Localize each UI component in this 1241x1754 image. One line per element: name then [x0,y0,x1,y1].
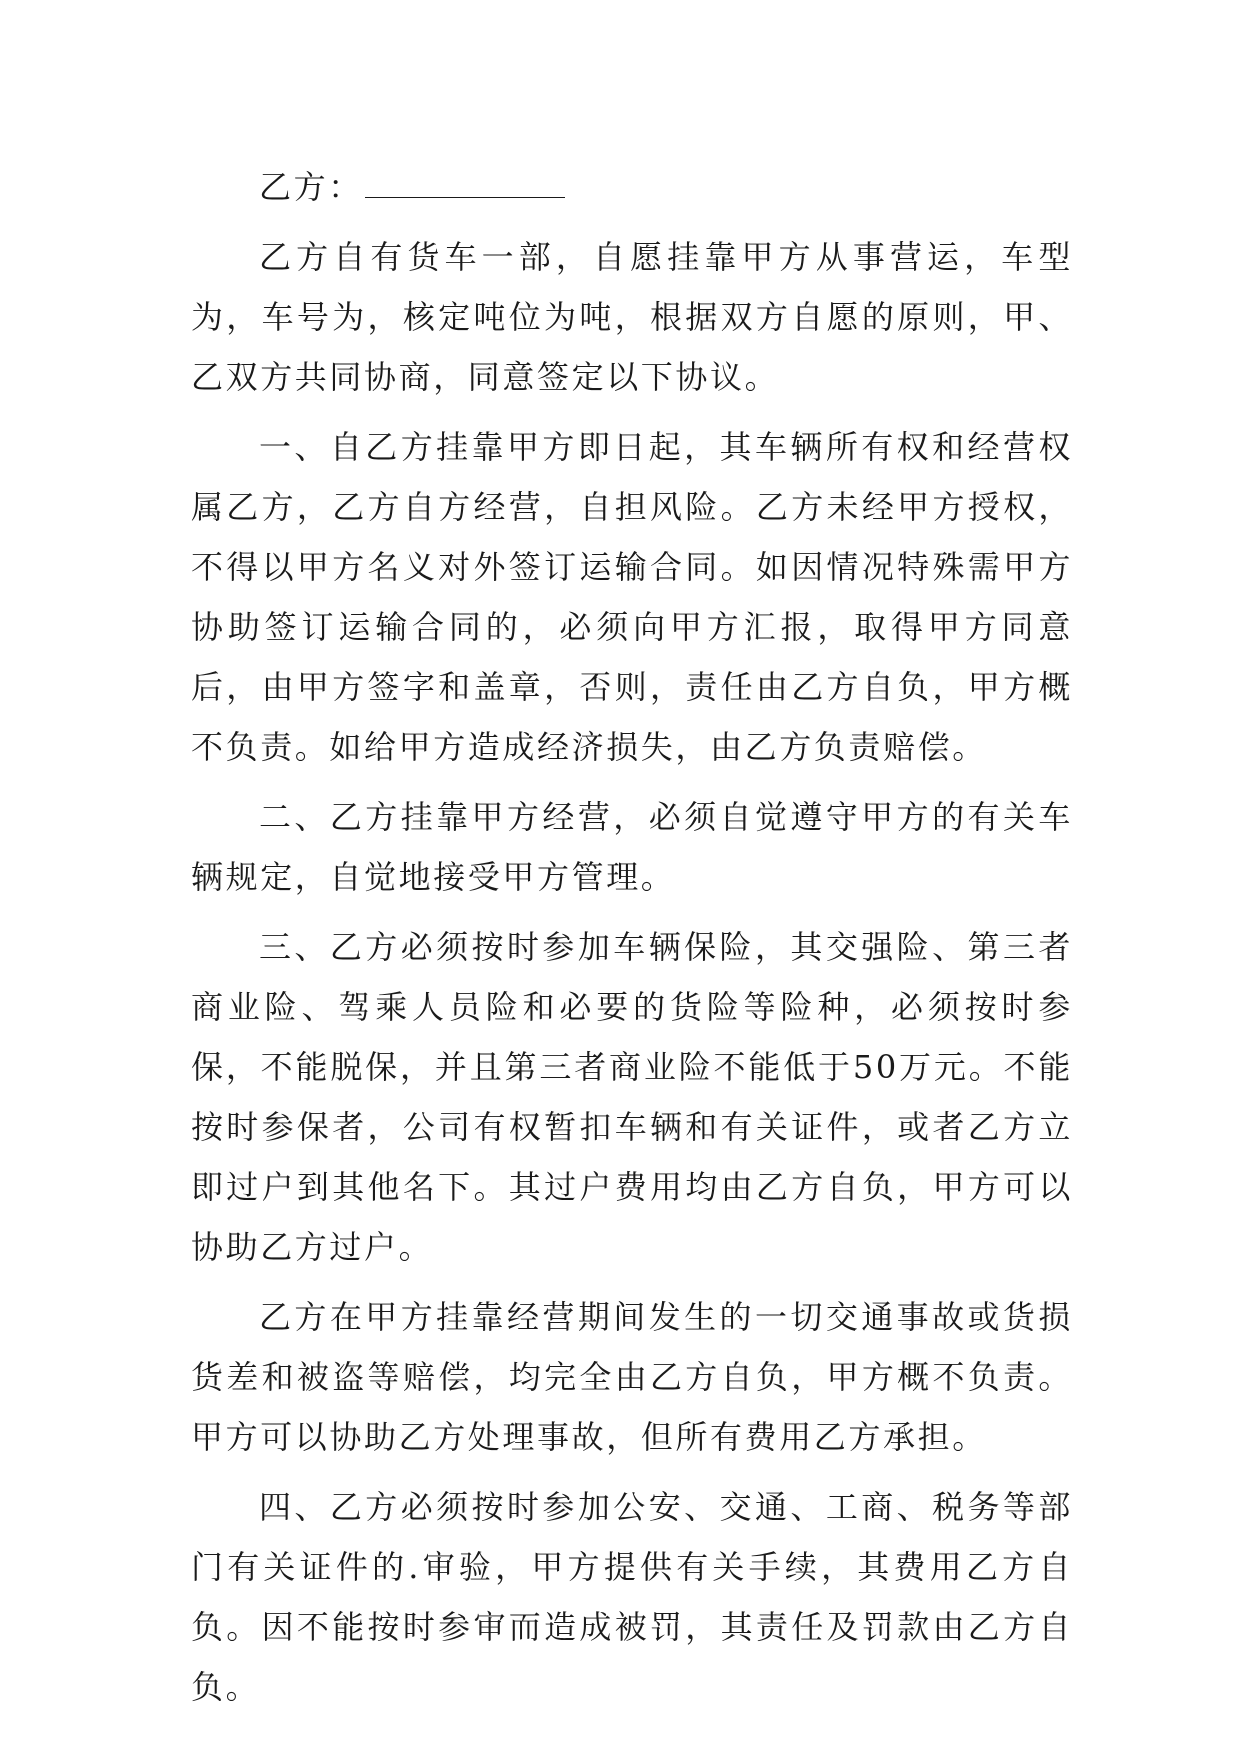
paragraph-clause-1: 一、自乙方挂靠甲方即日起，其车辆所有权和经营权属乙方，乙方自方经营，自担风险。乙方未经甲方授权，不得以甲方名义对外签订运输合同。如因情况特殊需甲方协助签订运输合同的，必须向甲方汇报，取得甲方同意后，由甲方签字和盖章，否则，责任由乙方自负，甲方概不负责。如给甲方造成经济损失，由乙方负责赔偿。 [191,428,1073,766]
paragraph-liability: 乙方在甲方挂靠经营期间发生的一切交通事故或货损货差和被盗等赔偿，均完全由乙方自负，甲方概不负责。甲方可以协助乙方处理事故，但所有费用乙方承担。 [191,1298,1073,1456]
paragraph-clause-4: 四、乙方必须按时参加公安、交通、工商、税务等部门有关证件的.审验，甲方提供有关手续，其费用乙方自负。因不能按时参审而造成被罚，其责任及罚款由乙方自负。 [191,1488,1073,1706]
party-b-label: 乙方： [259,168,363,206]
party-b-line [191,157,1073,217]
paragraph-clause-3: 三、乙方必须按时参加车辆保险，其交强险、第三者商业险、驾乘人员险和必要的货险等险种，必须按时参保，不能脱保，并且第三者商业险不能低于50万元。不能按时参保者，公司有权暂扣车辆和有关证件，或者乙方立即过户到其他名下。其过户费用均由乙方自负，甲方可以协助乙方过户。 [191,928,1073,1266]
paragraph-preamble: 乙方自有货车一部，自愿挂靠甲方从事营运，车型为，车号为，核定吨位为吨，根据双方自愿的原则，甲、乙双方共同协商，同意签定以下协议。 [191,238,1073,396]
agreement-body [191,157,1073,1727]
paragraph-clause-2: 二、乙方挂靠甲方经营，必须自觉遵守甲方的有关车辆规定，自觉地接受甲方管理。 [191,798,1073,896]
party-b-blank-field [365,175,565,198]
